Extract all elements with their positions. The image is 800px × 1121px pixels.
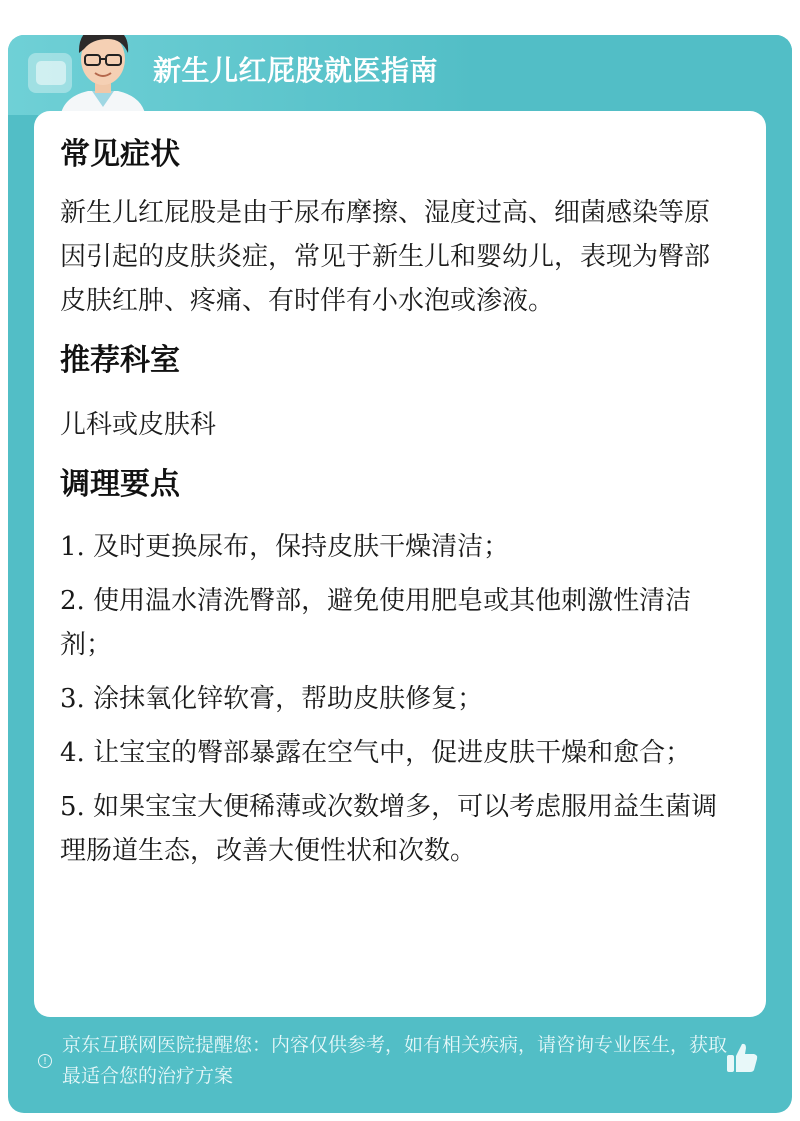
list-item-text: 及时更换尿布，保持皮肤干燥清洁； bbox=[93, 532, 510, 562]
doctor-avatar-icon bbox=[48, 35, 158, 119]
list-item bbox=[60, 579, 730, 667]
symptoms-text: 新生儿红屁股是由于尿布摩擦、湿度过高、细菌感染等原因引起的皮肤炎症，常见于新生儿和婴幼儿，表现为臀部皮肤红肿、疼痛、有时伴有小水泡或渗液。 bbox=[60, 198, 711, 316]
footer bbox=[8, 1030, 792, 1110]
footer-notice: 京东互联网医院提醒您：内容仅供参考，如有相关疾病，请咨询专业医生，获取最适合您的治疗方案 bbox=[62, 1034, 728, 1087]
list-item-number: 4. bbox=[60, 738, 85, 768]
department-heading: 推荐科室 bbox=[60, 343, 180, 378]
list-item-number: 3. bbox=[60, 684, 85, 714]
symptoms-heading: 常见症状 bbox=[60, 137, 180, 172]
content-card bbox=[34, 111, 766, 1017]
care-tips-list bbox=[60, 525, 730, 873]
department-text: 儿科或皮肤科 bbox=[60, 410, 217, 440]
care-heading: 调理要点 bbox=[60, 467, 180, 502]
list-item bbox=[60, 785, 730, 873]
list-item-number: 1. bbox=[60, 532, 85, 562]
list-item-number: 2. bbox=[60, 586, 85, 616]
list-item-number: 5. bbox=[60, 792, 85, 822]
list-item bbox=[60, 731, 730, 775]
info-icon: ! bbox=[38, 1054, 52, 1068]
content-body bbox=[60, 133, 730, 883]
guide-frame bbox=[8, 35, 792, 1113]
page-title: 新生儿红屁股就医指南 bbox=[153, 54, 439, 87]
list-item-text: 让宝宝的臀部暴露在空气中，促进皮肤干燥和愈合； bbox=[93, 738, 692, 768]
list-item-text: 使用温水清洗臀部，避免使用肥皂或其他刺激性清洁剂； bbox=[60, 586, 692, 660]
list-item bbox=[60, 525, 730, 569]
thumbs-up-icon[interactable] bbox=[724, 1040, 760, 1076]
list-item-text: 如果宝宝大便稀薄或次数增多，可以考虑服用益生菌调理肠道生态，改善大便性状和次数。 bbox=[60, 792, 718, 866]
list-item bbox=[60, 677, 730, 721]
list-item-text: 涂抹氧化锌软膏，帮助皮肤修复； bbox=[93, 684, 484, 714]
